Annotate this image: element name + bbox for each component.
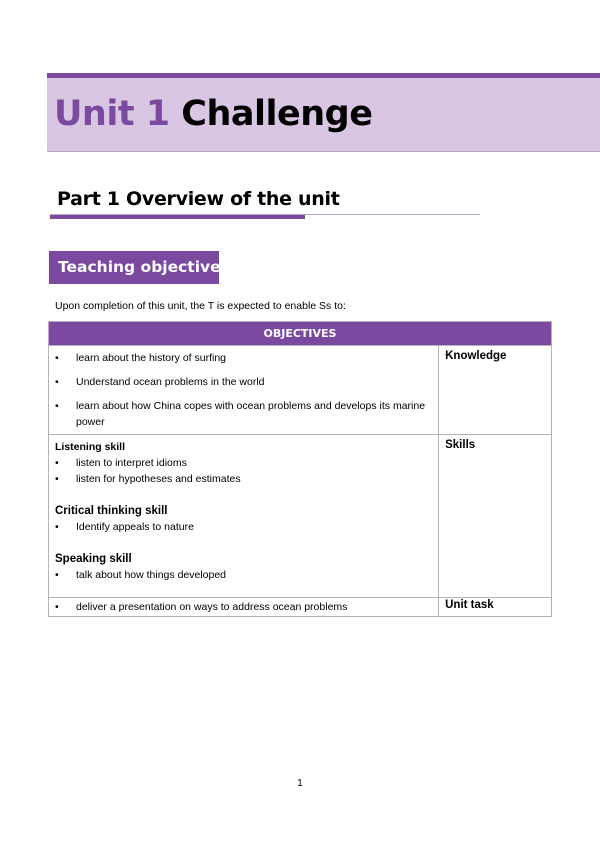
list-item: • learn about the history of surfing bbox=[55, 350, 432, 366]
unit-title bbox=[54, 94, 372, 134]
part-title: Part 1 Overview of the unit bbox=[57, 188, 340, 210]
list-item: • deliver a presentation on ways to address ocean problems bbox=[55, 599, 432, 615]
speaking-skill-heading: Speaking skill bbox=[55, 553, 132, 565]
intro-text: Upon completion of this unit, the T is expected to enable Ss to: bbox=[55, 300, 346, 312]
unit-banner bbox=[47, 78, 600, 152]
objectives-table bbox=[48, 321, 552, 617]
list-item: • talk about how things developed bbox=[55, 567, 432, 583]
listening-skill-heading: Listening skill bbox=[55, 441, 126, 453]
unit-number: Unit 1 bbox=[54, 94, 170, 134]
part-rule-thick bbox=[50, 215, 305, 219]
list-item: • listen to interpret idioms bbox=[55, 455, 432, 471]
objectives-header: OBJECTIVES bbox=[49, 322, 552, 346]
unit-name: Challenge bbox=[181, 94, 373, 134]
table-row-knowledge bbox=[49, 346, 552, 435]
knowledge-items-cell bbox=[49, 346, 439, 435]
teaching-objectives-heading: Teaching objectives bbox=[49, 251, 219, 284]
table-row-skills bbox=[49, 435, 552, 598]
knowledge-label: Knowledge bbox=[439, 346, 552, 435]
unit-task-item-cell bbox=[49, 598, 439, 617]
list-item: • learn about how China copes with ocean problems and develops its marine power bbox=[55, 398, 432, 430]
skills-label: Skills bbox=[439, 435, 552, 598]
page-number: 1 bbox=[297, 778, 303, 789]
list-item: • Understand ocean problems in the world bbox=[55, 374, 432, 390]
table-row-unit-task bbox=[49, 598, 552, 617]
list-item: • Identify appeals to nature bbox=[55, 519, 432, 535]
unit-task-label: Unit task bbox=[439, 598, 552, 617]
critical-thinking-heading: Critical thinking skill bbox=[55, 505, 168, 517]
list-item: • listen for hypotheses and estimates bbox=[55, 471, 432, 487]
skills-items-cell bbox=[49, 435, 439, 598]
